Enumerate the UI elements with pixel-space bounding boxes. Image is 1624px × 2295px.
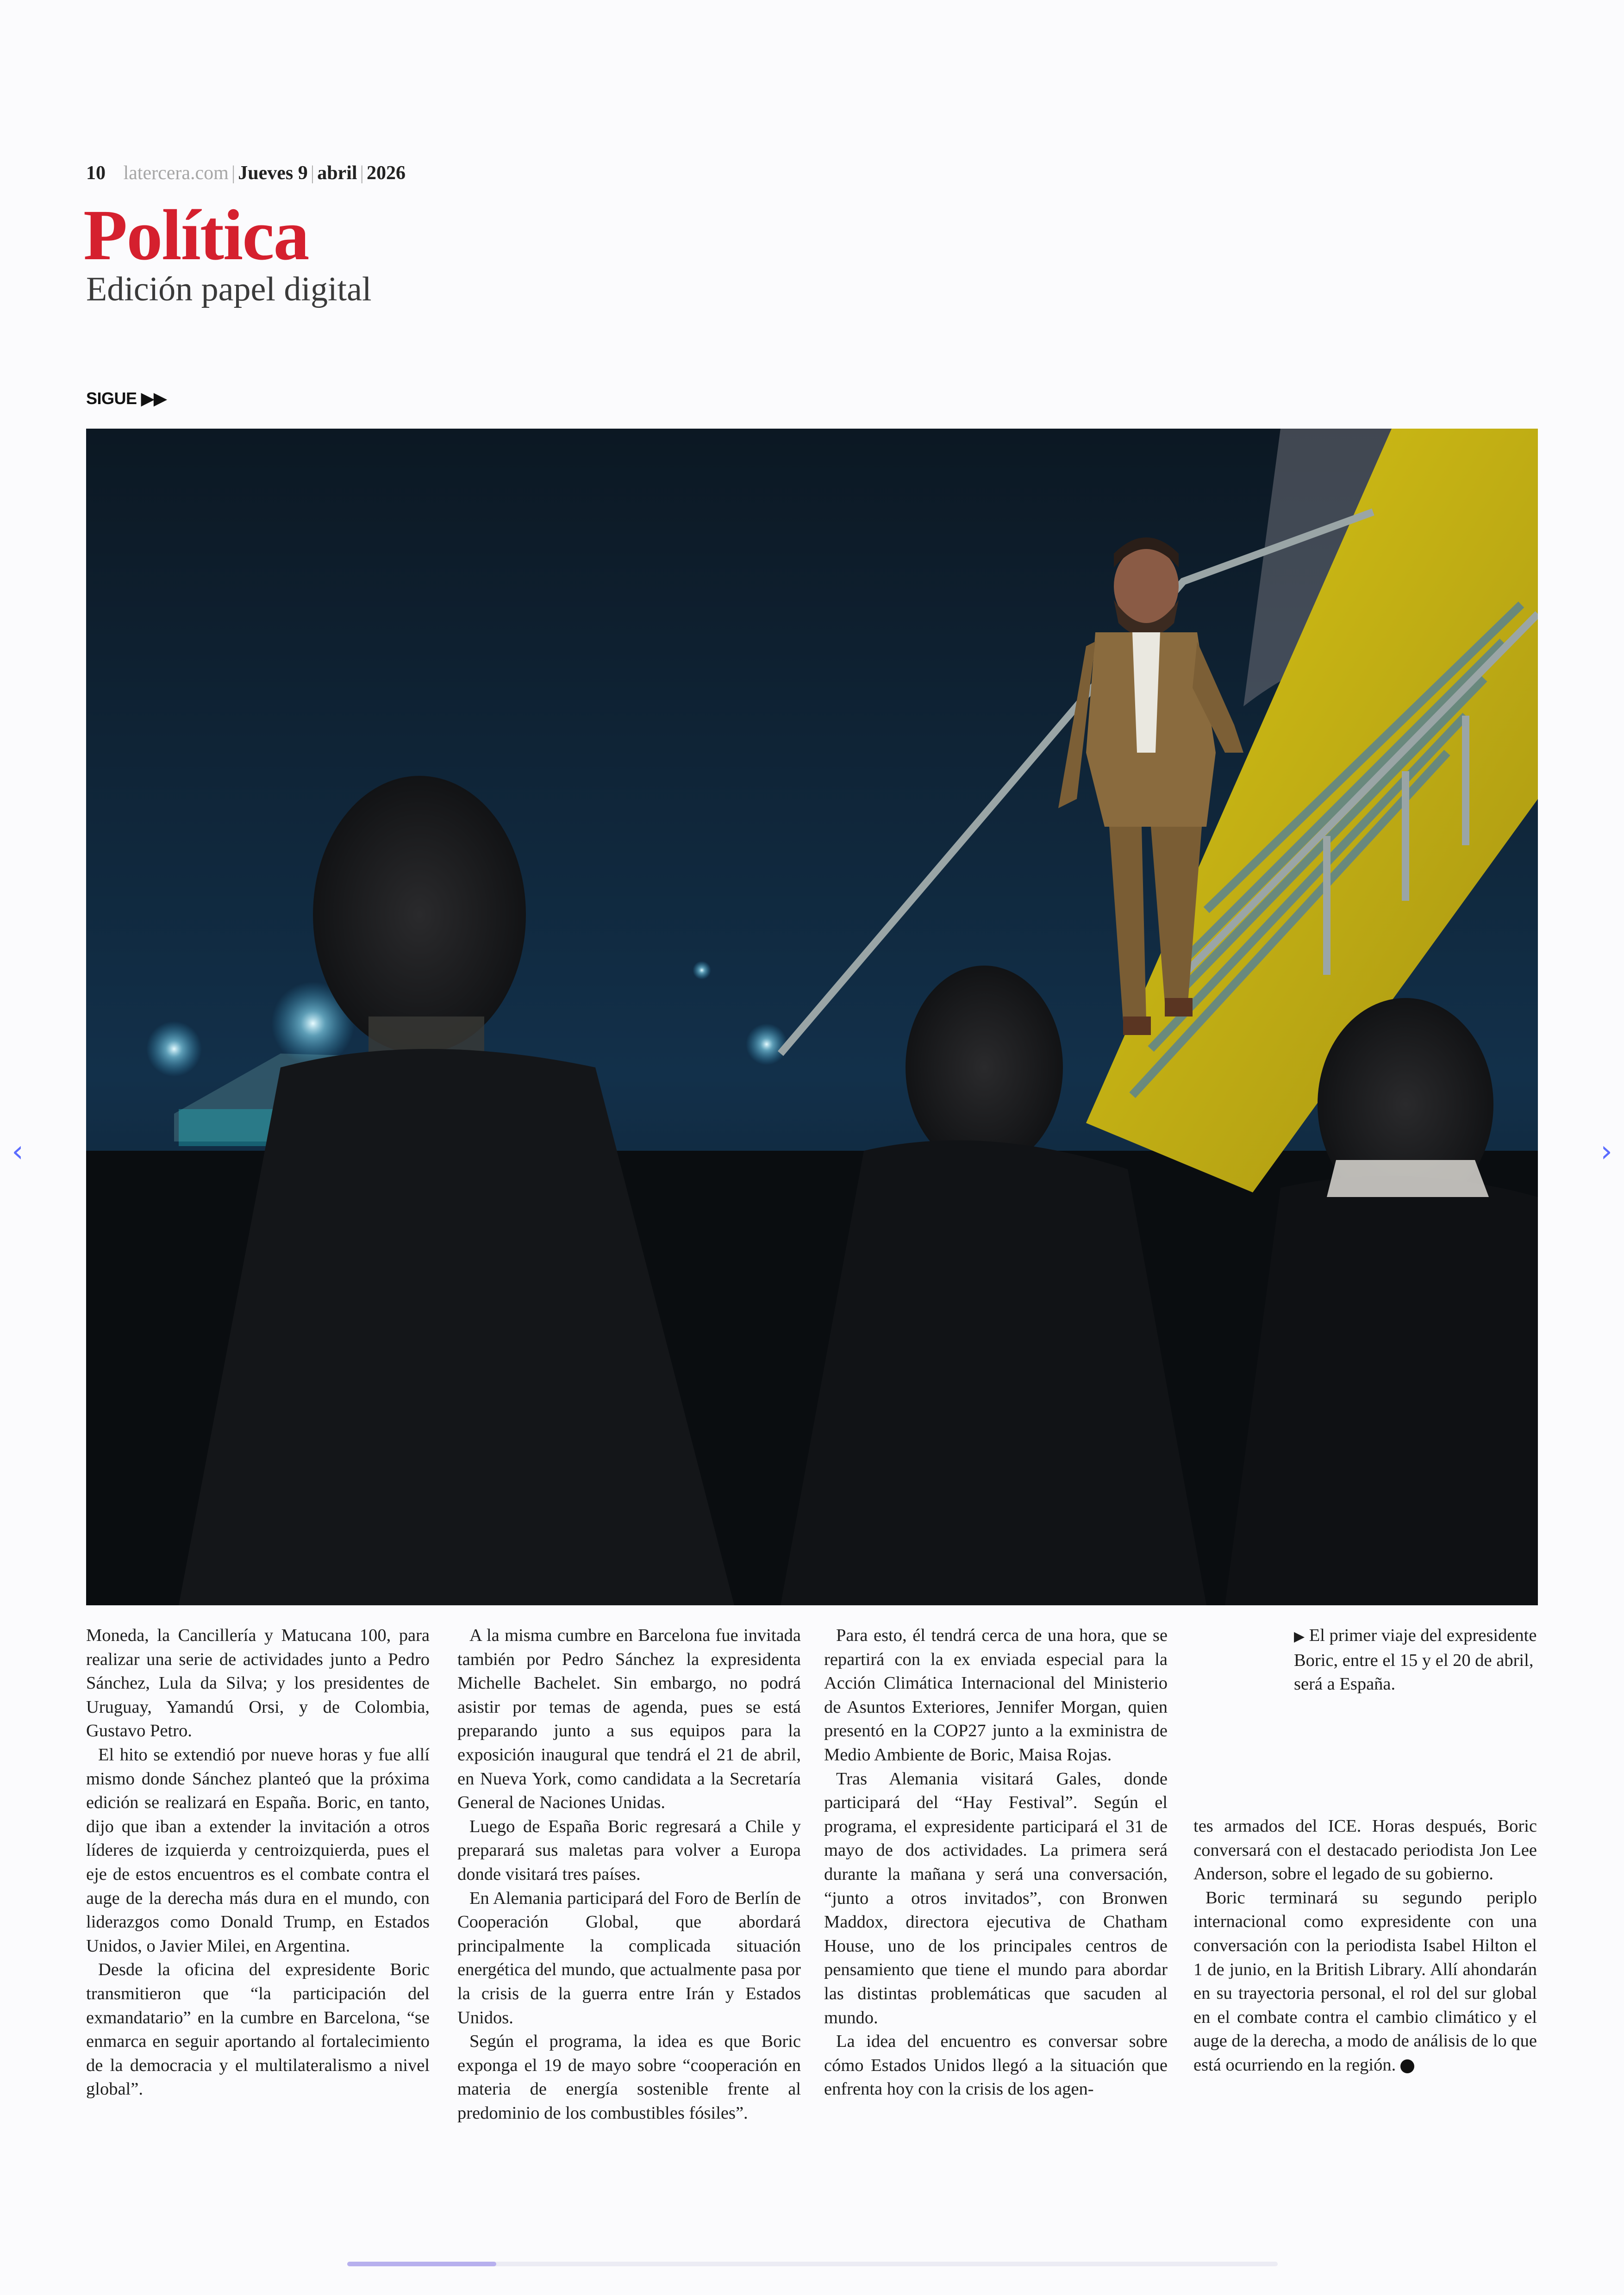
section-title: Política — [83, 195, 309, 275]
scrollbar-thumb[interactable] — [347, 2262, 496, 2266]
previous-page-button[interactable]: ‹ — [12, 1135, 24, 1169]
date-day: Jueves 9 — [238, 162, 308, 184]
horizontal-scrollbar[interactable] — [347, 2262, 1278, 2266]
page-number: 10 — [86, 162, 106, 184]
date-month: abril — [317, 162, 357, 184]
paragraph: Tras Alemania visitará Gales, donde participará del “Hay Festival”. Según el programa, el expresidente participará el 31 de mayo de dos actividades. La primera será durante la mañana y será una conversación, “junto a otros invitados”, con Bronwen Maddox, directora ejecutiva de Chatham House, uno de los principales centros de pensamiento que tiene el mundo para abordar las distintas problemáticas que sacuden al mundo. — [824, 1769, 1168, 2027]
paragraph: Moneda, la Cancillería y Matucana 100, para realizar una serie de actividades junto a Pedro Sánchez, Lula da Silva; y los presidentes de Uruguay, Yamandú Orsi, y de Colombia, Gustavo Petro. — [86, 1626, 430, 1741]
photo-illustration — [86, 429, 1538, 1605]
date-year: 2026 — [366, 162, 406, 184]
paragraph: Luego de España Boric regresará a Chile y preparará sus maletas para volver a Europa donde visitará tres países. — [457, 1816, 801, 1884]
paragraph: El hito se extendió por nueve horas y fue allí mismo donde Sánchez planteó que la próxima edición se realizará en España. Boric, en tanto, dijo que iban a extender la invitación a otros líderes de izquierda y centroizquierda, pues el eje de estos encuentros es el combate contra el auge de la derecha más dura en el mundo, con liderazgos como Donald Trump, en Estados Unidos, o Javier Milei, en Argentina. — [86, 1745, 430, 1956]
paragraph: Desde la oficina del expresidente Boric transmitieron que “la participación del exmandatario” en la cumbre en Barcelona, “se enmarca en seguir aportando al fortalecimiento de la democracia y el multilateralismo a nivel global”. — [86, 1960, 430, 2099]
paragraph: tes armados del ICE. Horas después, Boric conversará con el destacado periodista Jon Lee Anderson, sobre el legado de su gobierno. — [1193, 1816, 1537, 1884]
page-header: 10 latercera.com | Jueves 9 | abril | 2026 — [86, 162, 406, 184]
paragraph: A la misma cumbre en Barcelona fue invitada también por Pedro Sánchez la expresidenta Michelle Bachelet. Sin embargo, no podrá asistir por temas de agenda, pues se está preparando junto a sus equipos para la exposición inaugural que tendrá el 21 de abril, en Nueva York, como candidata a la Secretaría General de Naciones Unidas. — [457, 1626, 801, 1813]
paragraph-final — [1193, 1886, 1537, 2077]
continue-label: SIGUE ▶▶ — [86, 389, 167, 408]
paragraph: Para esto, él tendrá cerca de una hora, que se repartirá con la ex enviada especial para la Acción Climática Internacional del Ministerio de Asuntos Exteriores, Jennifer Morgan, quien presentó en la COP27 junto a la exministra de Medio Ambiente de Boric, Maisa Rojas. — [824, 1626, 1168, 1765]
article-column-1 — [86, 1624, 430, 2102]
site-name: latercera.com — [123, 162, 229, 184]
article-column-4 — [1193, 1815, 1537, 2077]
paragraph: La idea del encuentro es conversar sobre cómo Estados Unidos llegó a la situación que enfrenta hoy con la crisis de los agen- — [824, 2032, 1168, 2099]
end-mark-icon — [1400, 2059, 1414, 2073]
photo-caption — [1294, 1624, 1544, 1696]
next-page-button[interactable]: › — [1600, 1135, 1612, 1169]
final-paragraph-text: Boric terminará su segundo periplo internacional como expresidente con una conversación con la periodista Isabel Hilton el 1 de junio, en la British Library. Allí ahondarán en su trayectoria personal, el rol del sur global en el combate contra el cambio climático y el auge de la derecha, a modo de análisis de lo que está ocurriendo en la región. — [1193, 1888, 1537, 2075]
caption-arrow-icon: ▶ — [1294, 1628, 1305, 1645]
article-photo — [86, 429, 1538, 1605]
section-subtitle: Edición papel digital — [86, 270, 372, 308]
article-column-3 — [824, 1624, 1168, 2102]
caption-text: El primer viaje del expresidente Boric, entre el 15 y el 20 de abril, será a España. — [1294, 1626, 1537, 1694]
paragraph: Según el programa, la idea es que Boric exponga el 19 de mayo sobre “cooperación en materia de energía sostenible frente al predominio de los combustibles fósiles”. — [457, 2032, 801, 2123]
article-column-2 — [457, 1624, 801, 2125]
paragraph: En Alemania participará del Foro de Berlín de Cooperación Global, que abordará principalmente la complicada situación energética del mundo, que actualmente pasa por la crisis de la guerra entre Irán y Estados Unidos. — [457, 1888, 801, 2027]
